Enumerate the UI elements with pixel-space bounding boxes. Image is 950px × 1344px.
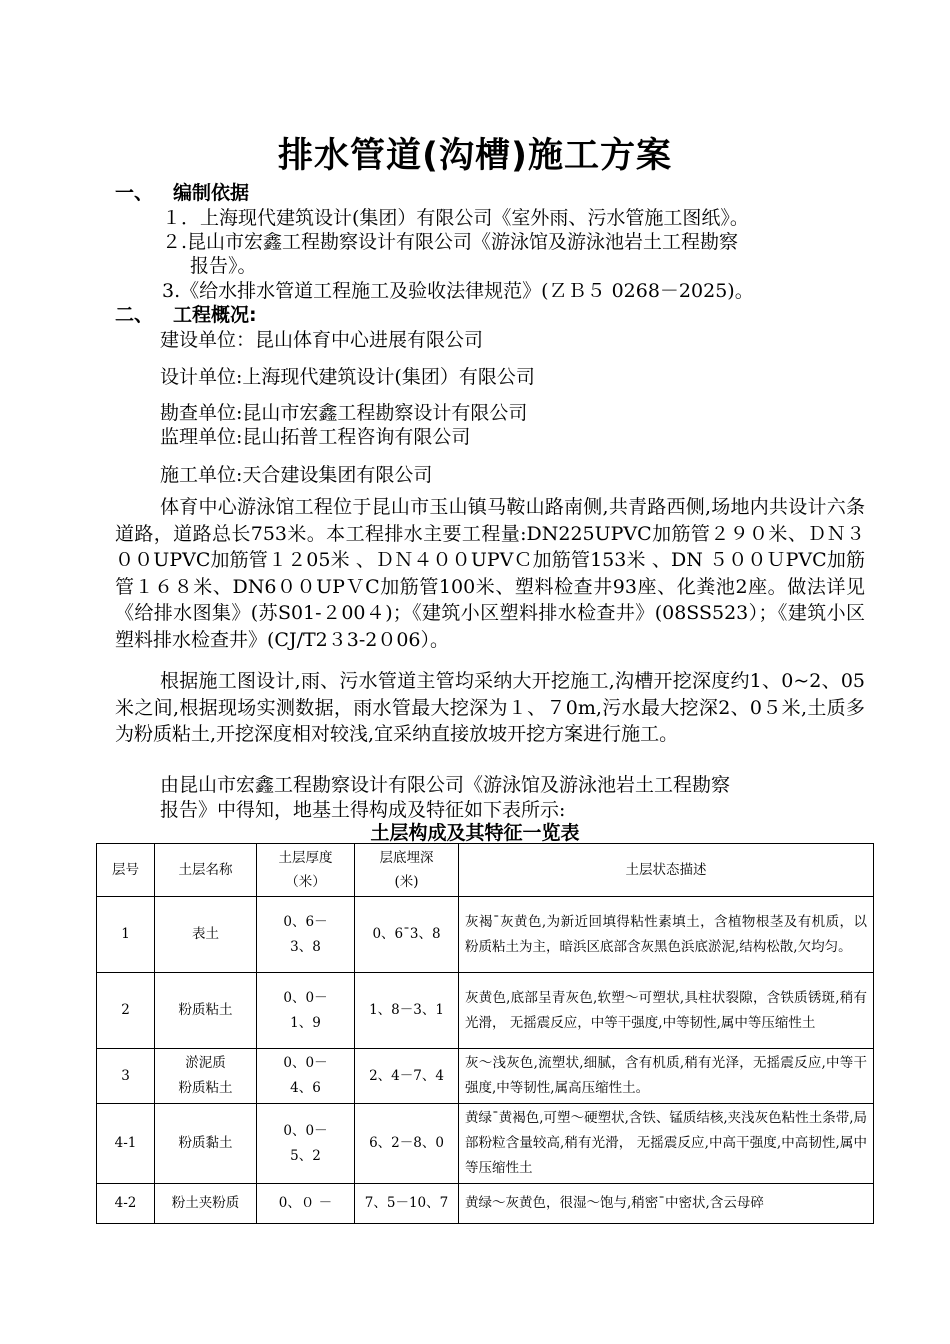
cell-depth: 1、8－3、1 <box>355 973 459 1049</box>
cell-depth: 2、4－7、4 <box>355 1049 459 1104</box>
table-row <box>97 897 874 973</box>
section-title: 工程概况: <box>173 304 257 326</box>
header-depth: 层底埋深 (米) <box>355 844 459 897</box>
cell-description: 黄绿～灰黄色，很湿～饱与,稍密¯中密状,含云母碎 <box>459 1184 874 1224</box>
header-description: 土层状态描述 <box>459 844 874 897</box>
unit-contractor: 施工单位:天合建设集团有限公司 <box>160 464 433 486</box>
cell-layer-name: 表土 <box>155 897 257 973</box>
cell-thickness: 0、0－ 4、6 <box>257 1049 355 1104</box>
section-heading-basis <box>115 178 249 205</box>
section-number: 二、 <box>115 304 154 326</box>
table-row <box>97 973 874 1049</box>
unit-survey: 勘查单位:昆山市宏鑫工程勘察设计有限公司 <box>160 402 528 424</box>
basis-item-2-cont: 报告》。 <box>190 255 257 277</box>
page-title: 排水管道(沟槽)施工方案 <box>278 136 672 176</box>
cell-thickness: 0、0－ 1、9 <box>257 973 355 1049</box>
cell-depth: 0、6¯3、8 <box>355 897 459 973</box>
unit-construction: 建设单位：昆山体育中心进展有限公司 <box>160 329 484 351</box>
unit-supervision: 监理单位:昆山拓普工程咨询有限公司 <box>160 426 471 448</box>
overview-paragraph: 体育中心游泳馆工程位于昆山市玉山镇马鞍山路南侧,共青路西侧,场地内共设计六条道路，道路总长753米。本工程排水主要工程量:DN225UPVC加筋管２９０米、ＤＮ３００UPVC加筋管１２05米 、ＤＮ４００UPVＣ加筋管153米 、DN ５００ＵPVC加筋管１６８米、DN6００UPＶC加筋管100米、塑料检查井93座、化粪池2座。做法详见《给排水图集》(苏S01-２00４)；《建筑小区塑料排水检查井》(08SS523）；《建筑小区塑料排水检查井》(CJ/T2３3-2０06）。 <box>115 496 865 651</box>
section-title: 编制依据 <box>173 182 250 204</box>
section-heading-overview <box>115 300 257 327</box>
cell-depth: 7、5－10、7 <box>355 1184 459 1224</box>
cell-description: 灰黄色,底部呈青灰色,软塑～可塑状,具柱状裂隙，含铁质锈斑,稍有光滑， 无摇震反应，中等干强度,中等韧性,属中等压缩性土 <box>459 973 874 1049</box>
basis-item-3: 3.《给水排水管道工程施工及验收法律规范》(ＺＢ５ 0268－2025)。 <box>162 280 754 302</box>
cell-depth: 6、2－8、0 <box>355 1104 459 1184</box>
survey-line-1: 由昆山市宏鑫工程勘察设计有限公司《游泳馆及游泳池岩土工程勘察 <box>160 774 731 796</box>
cell-thickness: 0、0－ 5、2 <box>257 1104 355 1184</box>
section-number: 一、 <box>115 182 154 204</box>
table-title: 土层构成及其特征一览表 <box>370 822 580 844</box>
header-thickness: 土层厚度 （米） <box>257 844 355 897</box>
cell-thickness: 0、6－ 3、8 <box>257 897 355 973</box>
cell-description: 灰褐¯灰黄色,为新近回填得粘性素填土，含植物根茎及有机质，以粉质粘土为主，暗浜区底部含灰黑色浜底淤泥,结构松散,欠均匀。 <box>459 897 874 973</box>
cell-layer-name: 粉土夹粉质 <box>155 1184 257 1224</box>
cell-description: 黄绿¯黄褐色,可塑～硬塑状,含铁、锰质结核,夹浅灰色粘性土条带,局部粉粒含量较高,稍有光滑， 无摇震反应,中高干强度,中高韧性,属中等压缩性土 <box>459 1104 874 1184</box>
cell-layer-name: 粉质粘土 <box>155 973 257 1049</box>
cell-description: 灰～浅灰色,流塑状,细腻，含有机质,稍有光泽，无摇震反应,中等干强度,中等韧性,属高压缩性土。 <box>459 1049 874 1104</box>
table-header-row <box>97 844 874 897</box>
cell-layer-name: 粉质黏土 <box>155 1104 257 1184</box>
table-row <box>97 1049 874 1104</box>
cell-thickness: 0、０ － <box>257 1184 355 1224</box>
soil-layer-table <box>96 843 874 1224</box>
cell-layer-no: 4-1 <box>97 1104 155 1184</box>
table-row <box>97 1184 874 1224</box>
cell-layer-name: 淤泥质 粉质粘土 <box>155 1049 257 1104</box>
header-layer-name: 土层名称 <box>155 844 257 897</box>
cell-layer-no: 1 <box>97 897 155 973</box>
excavation-paragraph: 根据施工图设计,雨、污水管道主管均采纳大开挖施工,沟槽开挖深度约1、0~2、05米之间,根据现场实测数据，雨水管最大挖深为１、７0m,污水最大挖深2、0５米,土质多为粉质粘土,开挖深度相对较浅,宜采纳直接放坡开挖方案进行施工。 <box>115 670 865 745</box>
header-layer-no: 层号 <box>97 844 155 897</box>
table-row <box>97 1104 874 1184</box>
basis-item-2: ２.昆山市宏鑫工程勘察设计有限公司《游泳馆及游泳池岩土工程勘察 <box>162 231 739 253</box>
basis-item-1: １．上海现代建筑设计(集团）有限公司《室外雨、污水管施工图纸》。 <box>162 207 749 229</box>
cell-layer-no: 3 <box>97 1049 155 1104</box>
unit-design: 设计单位:上海现代建筑设计(集团）有限公司 <box>160 366 535 388</box>
cell-layer-no: 4-2 <box>97 1184 155 1224</box>
cell-layer-no: 2 <box>97 973 155 1049</box>
survey-line-2: 报告》中得知，地基土得构成及特征如下表所示: <box>160 799 566 821</box>
